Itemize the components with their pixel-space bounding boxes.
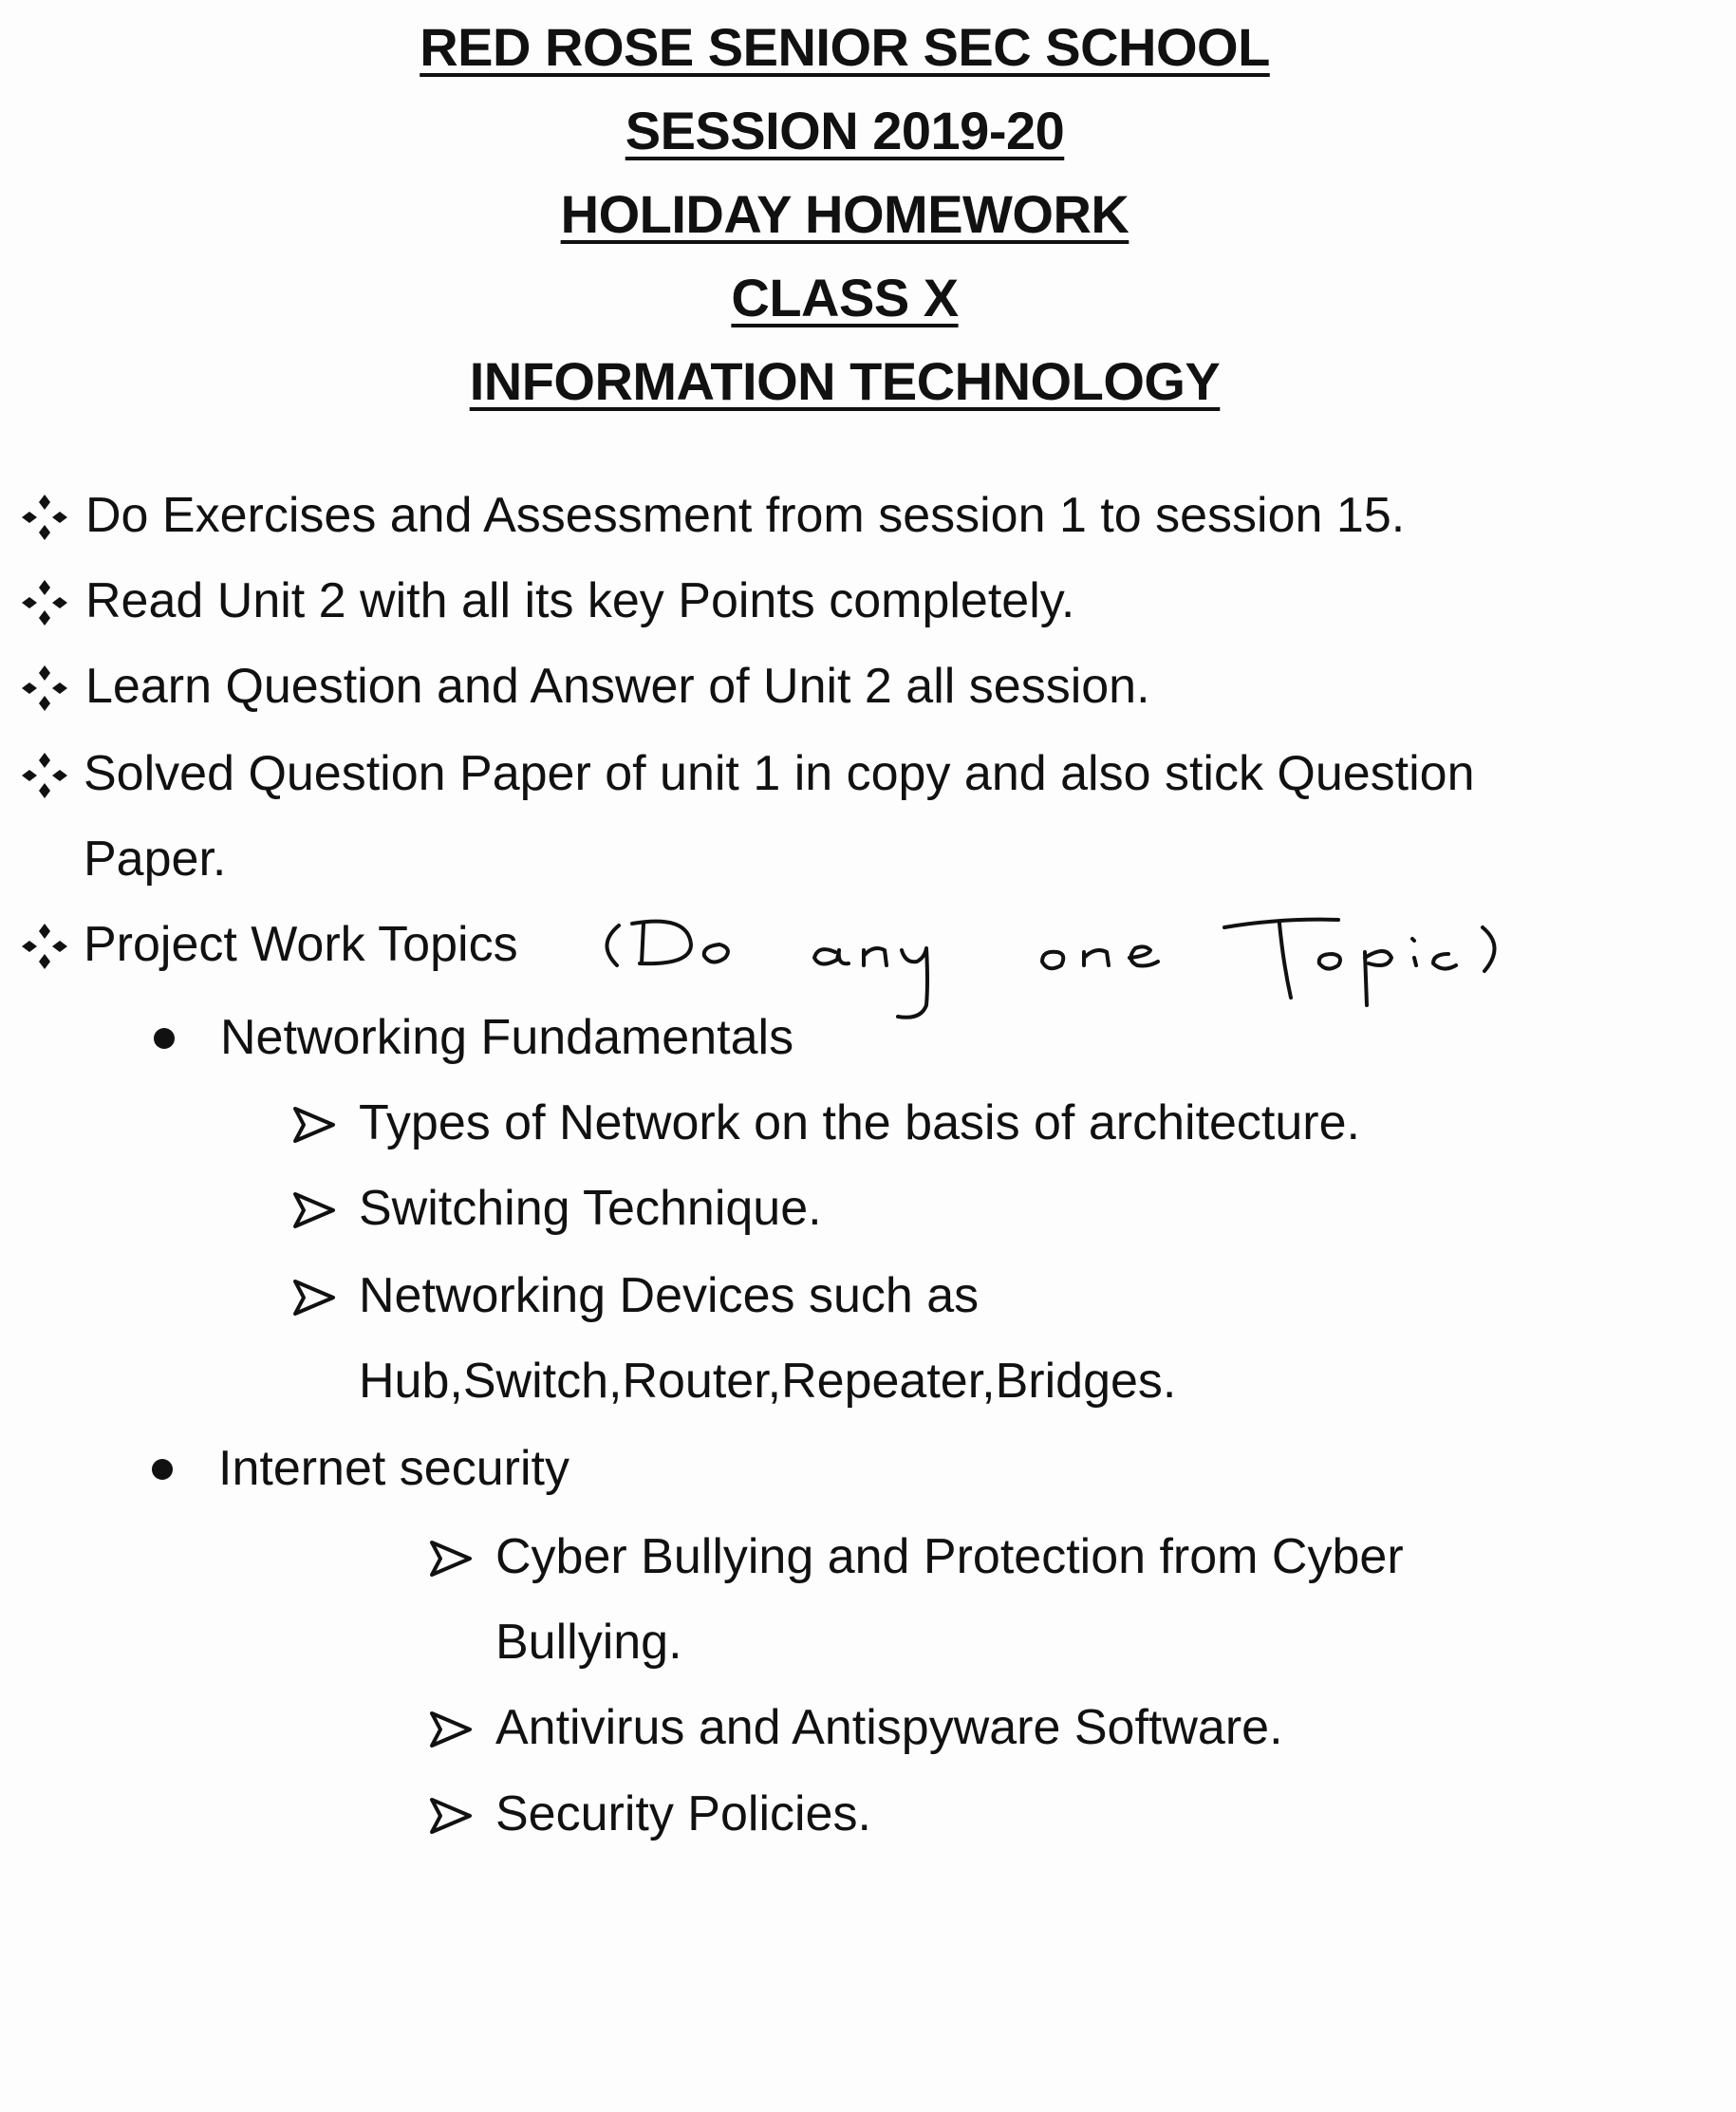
subtopic-devices: Networking Devices such as: [359, 1268, 980, 1323]
diamond-bullet-icon: [19, 492, 70, 543]
subtopic-network-types: Types of Network on the basis of architecture.: [359, 1095, 1360, 1150]
arrow-bullet-icon: [429, 1710, 473, 1748]
session-title: SESSION 2019-20: [625, 101, 1065, 160]
arrow-bullet-icon: [292, 1279, 336, 1317]
subtopic-devices-list: Hub,Switch,Router,Repeater,Bridges.: [359, 1354, 1177, 1409]
task-project-work: Project Work Topics: [84, 917, 518, 972]
diamond-bullet-icon: [19, 750, 70, 801]
task-question-paper: Solved Question Paper of unit 1 in copy and also stick Question: [84, 746, 1475, 801]
arrow-bullet-icon: [429, 1797, 473, 1835]
task-question-paper-cont: Paper.: [84, 832, 227, 887]
bullet-dot-icon: [152, 1459, 173, 1480]
topic-networking: Networking Fundamentals: [220, 1010, 794, 1065]
task-exercises: Do Exercises and Assessment from session 1 to session 15.: [85, 488, 1406, 543]
bullet-dot-icon: [154, 1028, 175, 1049]
subtopic-cyber-bullying-cont: Bullying.: [495, 1615, 682, 1670]
class-title: CLASS X: [731, 268, 959, 327]
arrow-bullet-icon: [292, 1191, 336, 1229]
subject-title: INFORMATION TECHNOLOGY: [469, 351, 1221, 411]
subtopic-antivirus: Antivirus and Antispyware Software.: [495, 1700, 1283, 1755]
task-read-unit: Read Unit 2 with all its key Points completely.: [85, 573, 1075, 628]
diamond-bullet-icon: [19, 921, 70, 972]
diamond-bullet-icon: [19, 577, 70, 628]
subtopic-security-policies: Security Policies.: [495, 1786, 871, 1841]
subtopic-cyber-bullying: Cyber Bullying and Protection from Cyber: [495, 1529, 1404, 1584]
topic-internet-security: Internet security: [218, 1441, 569, 1496]
subtopic-switching: Switching Technique.: [359, 1181, 822, 1236]
school-name: RED ROSE SENIOR SEC SCHOOL: [420, 17, 1270, 77]
diamond-bullet-icon: [19, 663, 70, 714]
arrow-bullet-icon: [429, 1540, 473, 1578]
arrow-bullet-icon: [292, 1106, 336, 1144]
homework-title: HOLIDAY HOMEWORK: [560, 184, 1129, 244]
task-learn-qa: Learn Question and Answer of Unit 2 all session.: [85, 659, 1150, 714]
